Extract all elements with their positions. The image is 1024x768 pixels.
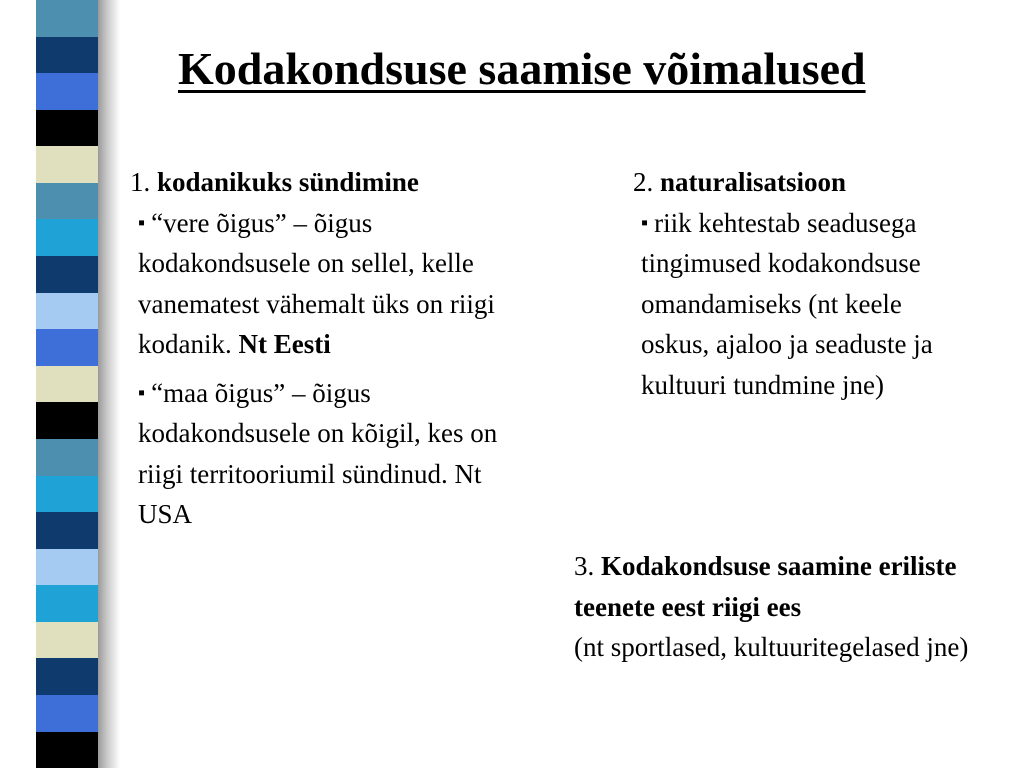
stripe-segment xyxy=(36,732,98,768)
stripe-segment xyxy=(36,622,98,659)
stripe-segment xyxy=(36,73,98,110)
bottom-block xyxy=(574,546,1019,668)
stripe-segment xyxy=(36,476,98,513)
right-bullet-1-text: riik kehtestab seadusega tingimused kodakondsuse omandamiseks (nt keele oskus, ajaloo ja seaduste ja kultuuri tundmine jne) xyxy=(641,207,933,400)
stripe-shadow xyxy=(98,0,120,768)
bottom-text: (nt sportlased, kultuuritegelased jne) xyxy=(574,632,969,662)
stripe-segment xyxy=(36,329,98,366)
square-bullet-icon: ▪ xyxy=(138,211,146,234)
stripe-segment xyxy=(36,110,98,147)
stripe-segment xyxy=(36,256,98,293)
stripe-segment xyxy=(36,549,98,586)
left-heading-number: 1. xyxy=(130,167,151,197)
stripe-segment xyxy=(36,402,98,439)
stripe-segment xyxy=(36,695,98,732)
square-bullet-icon: ▪ xyxy=(641,211,649,234)
left-column xyxy=(130,162,510,535)
bottom-heading xyxy=(574,546,1019,627)
right-heading-number: 2. xyxy=(633,167,654,197)
bottom-heading-text: Kodakondsuse saamine eriliste teenete eest riigi ees xyxy=(574,551,957,622)
square-bullet-icon: ▪ xyxy=(138,381,146,404)
left-heading-text: kodanikuks sündimine xyxy=(157,167,419,197)
stripe-segment xyxy=(36,366,98,403)
left-bullet-1 xyxy=(138,203,510,365)
stripe-segment xyxy=(36,146,98,183)
stripe-segment xyxy=(36,37,98,74)
left-bullet-2-text: “maa õigus” – õigus kodakondsusele on kõigil, kes on riigi territooriumil sündinud. Nt USA xyxy=(138,377,498,529)
stripe-segment xyxy=(36,658,98,695)
left-bullet-1-example: Nt Eesti xyxy=(238,329,331,359)
left-bullet-1-text: “vere õigus” – õigus kodakondsusele on sellel, kelle vanematest vähemalt üks on riigi kodanik. xyxy=(138,207,495,359)
right-heading-text: naturalisatsioon xyxy=(660,167,847,197)
stripe-segment xyxy=(36,439,98,476)
stripe-segment xyxy=(36,0,98,37)
decorative-stripe-bar xyxy=(36,0,98,768)
stripe-segment xyxy=(36,585,98,622)
bottom-heading-number: 3. xyxy=(574,551,595,581)
slide-title: Kodakondsuse saamise võimalused xyxy=(178,43,866,94)
stripe-segment xyxy=(36,293,98,330)
right-heading xyxy=(633,162,973,203)
right-column xyxy=(633,162,973,405)
right-bullet-1 xyxy=(641,203,973,406)
left-bullet-2 xyxy=(138,373,510,535)
stripe-segment xyxy=(36,219,98,256)
stripe-segment xyxy=(36,512,98,549)
left-heading xyxy=(130,162,510,203)
stripe-segment xyxy=(36,183,98,220)
